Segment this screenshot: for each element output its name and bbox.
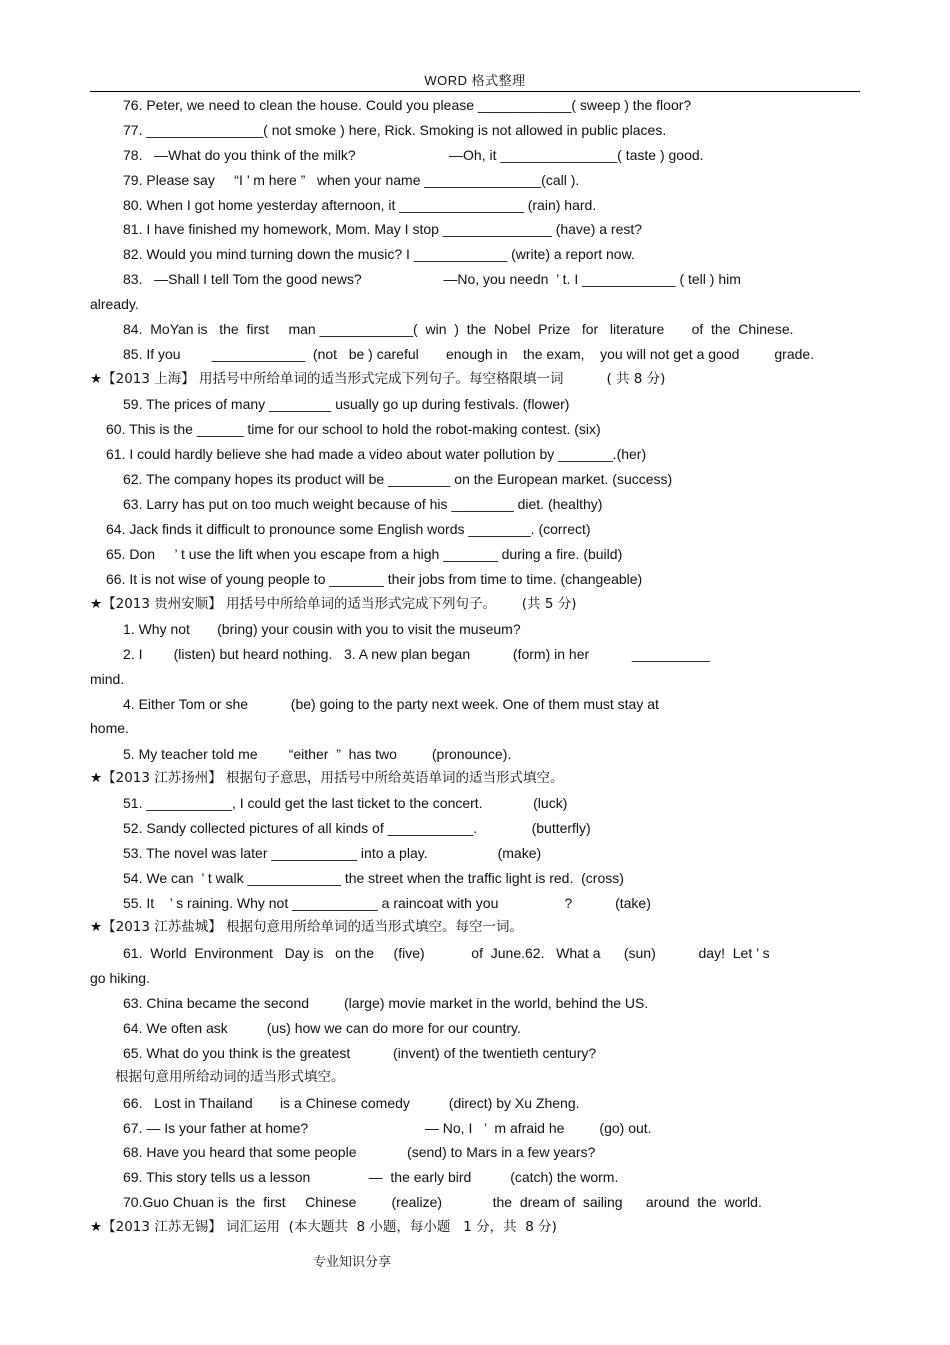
exercise-line: 62. The company hopes its product will be ________ on the European market. (success) [123,471,673,487]
exercise-line: 66. Lost in Thailand is a Chinese comedy (direct) by Xu Zheng. [123,1095,580,1111]
exercise-line: 52. Sandy collected pictures of all kinds of ___________. (butterfly) [123,820,591,836]
exercise-line: 5. My teacher told me “either ” has two (pronounce). [123,746,512,762]
exercise-line: 60. This is the ______ time for our school to hold the robot-making contest. (six) [106,421,601,437]
exercise-line: 63. China became the second (large) movie market in the world, behind the US. [123,995,649,1011]
section-heading: ★【2013 贵州安顺】 用括号中所给单词的适当形式完成下列句子。 (共 5 分) [90,596,577,612]
exercise-line: 69. This story tells us a lesson — the early bird (catch) the worm. [123,1169,619,1185]
section-heading: ★【2013 江苏盐城】 根据句意用所给单词的适当形式填空。每空一词。 [90,919,524,935]
exercise-line: 2. I (listen) but heard nothing. 3. A new plan began (form) in her __________ [123,646,710,662]
exercise-line: 68. Have you heard that some people (send) to Mars in a few years? [123,1144,596,1160]
exercise-line: 85. If you ____________ (not be ) careful enough in the exam, you will not get a good grade. [123,346,815,362]
exercise-line: 83. —Shall I tell Tom the good news? —No, you needn ’ t. I ____________ ( tell ) him [123,271,741,287]
section-heading: ★【2013 江苏扬州】 根据句子意思，用括号中所给英语单词的适当形式填空。 [90,770,564,786]
exercise-line: 84. MoYan is the first man ____________( win ) the Nobel Prize for literature of the Chinese. [123,321,794,337]
exercise-line: 76. Peter, we need to clean the house. Could you please ____________( sweep ) the floor? [123,97,692,113]
exercise-line: mind. [90,671,125,687]
exercise-line: home. [90,720,129,736]
exercise-line: 80. When I got home yesterday afternoon, it ________________ (rain) hard. [123,197,597,213]
exercise-line: 51. ___________, I could get the last ticket to the concert. (luck) [123,795,568,811]
sub-instruction: 根据句意用所给动词的适当形式填空。 [115,1069,345,1085]
header-divider [90,91,860,92]
exercise-line: go hiking. [90,970,150,986]
exercise-line: 64. Jack finds it difficult to pronounce some English words ________. (correct) [106,521,591,537]
exercise-line: 65. Don ’ t use the lift when you escape from a high _______ during a fire. (build) [106,546,623,562]
exercise-line: 61. I could hardly believe she had made a video about water pollution by _______.(her) [106,446,647,462]
section-heading: ★【2013 上海】 用括号中所给单词的适当形式完成下列句子。每空格限填一词 ( 共 8 分) [90,371,666,387]
page-header-title: WORD 格式整理 [424,73,526,88]
exercise-line: 81. I have finished my homework, Mom. May I stop ______________ (have) a rest? [123,221,643,237]
exercise-line: 61. World Environment Day is on the (five) of June.62. What a (sun) day! Let ’ s [123,945,770,961]
exercise-line: 65. What do you think is the greatest (invent) of the twentieth century? [123,1045,597,1061]
exercise-line: 82. Would you mind turning down the music? I ____________ (write) a report now. [123,246,635,262]
exercise-line: 4. Either Tom or she (be) going to the party next week. One of them must stay at [123,696,659,712]
section-heading: ★【2013 江苏无锡】 词汇运用 (本大题共 8 小题，每小题 1 分，共 8 分) [90,1219,557,1235]
exercise-line: 70.Guo Chuan is the first Chinese (realize) the dream of sailing around the world. [123,1194,762,1210]
exercise-line: 79. Please say “I ’ m here ” when your name _______________(call ). [123,172,580,188]
exercise-line: 67. — Is your father at home? — No, I ’ m afraid he (go) out. [123,1120,652,1136]
exercise-line: 59. The prices of many ________ usually go up during festivals. (flower) [123,396,570,412]
exercise-line: 66. It is not wise of young people to _______ their jobs from time to time. (changeable) [106,571,643,587]
exercise-line: 77. _______________( not smoke ) here, Rick. Smoking is not allowed in public places. [123,122,667,138]
exercise-line: 78. —What do you think of the milk? —Oh, it _______________( taste ) good. [123,147,704,163]
exercise-line: 63. Larry has put on too much weight because of his ________ diet. (healthy) [123,496,603,512]
exercise-line: 1. Why not (bring) your cousin with you to visit the museum? [123,621,521,637]
exercise-line: 53. The novel was later ___________ into a play. (make) [123,845,542,861]
page-footer: 专业知识分享 [313,1255,392,1270]
exercise-line: 64. We often ask (us) how we can do more for our country. [123,1020,521,1036]
exercise-line: already. [90,296,139,312]
exercise-line: 54. We can ’ t walk ____________ the street when the traffic light is red. (cross) [123,870,624,886]
exercise-line: 55. It ’ s raining. Why not ___________ a raincoat with you ? (take) [123,895,651,911]
